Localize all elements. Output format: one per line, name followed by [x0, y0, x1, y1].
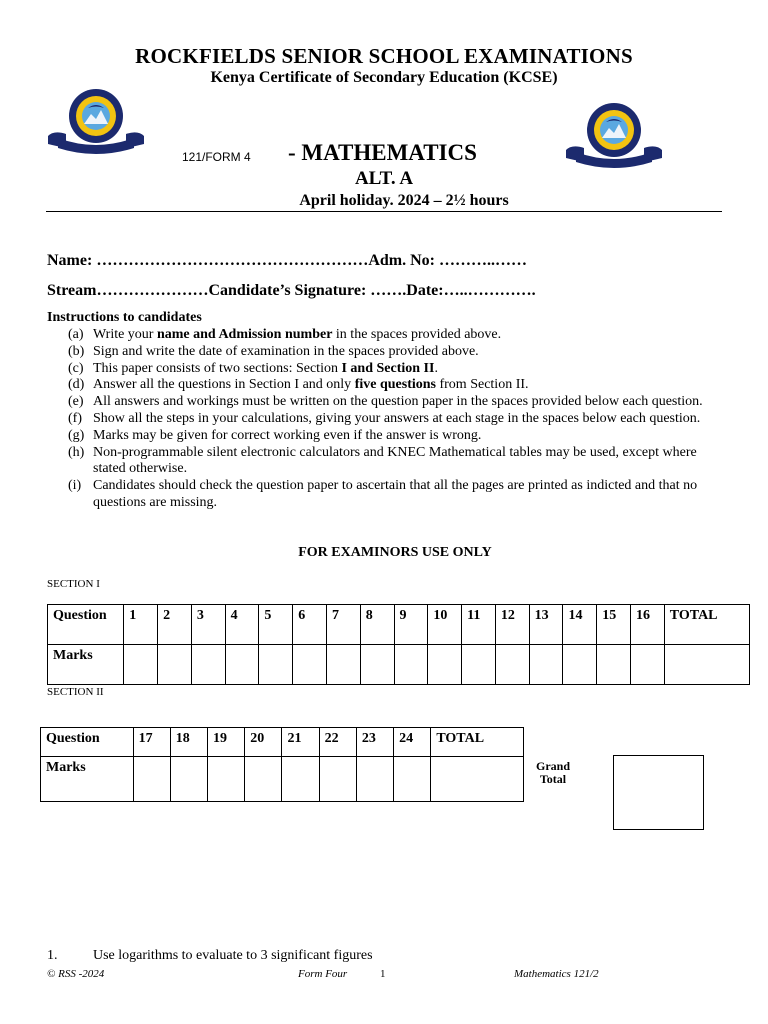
instruction-label: (c): [68, 360, 84, 376]
marks-cell[interactable]: [259, 645, 293, 685]
marks-cell[interactable]: [191, 645, 225, 685]
candidate-stream-line: Stream…………………Candidate’s Signature: …….Date:…..………….: [47, 282, 536, 299]
marks-cell[interactable]: [394, 757, 431, 802]
marks-cell[interactable]: [170, 757, 207, 802]
question-header: Question: [48, 605, 124, 645]
question-1-text: Use logarithms to evaluate to 3 significant figures: [93, 948, 373, 963]
marks-cell[interactable]: [356, 757, 393, 802]
marks-header: Marks: [41, 757, 134, 802]
question-number-cell: 5: [259, 605, 293, 645]
marks-cell[interactable]: [124, 645, 158, 685]
instruction-text: Marks may be given for correct working even if the answer is wrong.: [93, 427, 482, 443]
instruction-label: (f): [68, 410, 82, 426]
marks-cell[interactable]: [529, 645, 563, 685]
grand-total-label: [536, 760, 570, 786]
marks-cell[interactable]: [245, 757, 282, 802]
question-number-cell: 18: [170, 728, 207, 757]
marks-cell[interactable]: [428, 645, 462, 685]
instruction-label: (a): [68, 327, 84, 342]
instruction-item: [68, 394, 728, 411]
instruction-item: [68, 428, 728, 445]
instruction-item: [68, 327, 728, 344]
instruction-label: (g): [68, 427, 85, 443]
instructions-list: [68, 327, 728, 512]
marks-cell[interactable]: [293, 645, 327, 685]
total-marks-cell[interactable]: [431, 757, 524, 802]
section-1-label: SECTION I: [47, 578, 100, 590]
question-number-cell: 9: [394, 605, 428, 645]
examiners-heading: FOR EXAMINORS USE ONLY: [298, 545, 492, 560]
instruction-label: (e): [68, 394, 84, 410]
question-number-cell: 6: [293, 605, 327, 645]
question-number-cell: 4: [225, 605, 259, 645]
total-marks-cell[interactable]: [664, 645, 749, 685]
marks-cell[interactable]: [563, 645, 597, 685]
header-divider: [46, 211, 722, 212]
marks-cell[interactable]: [631, 645, 665, 685]
footer-copyright: © RSS -2024: [47, 968, 105, 980]
instruction-label: (b): [68, 343, 85, 359]
footer-page-number: 1: [380, 968, 386, 980]
marks-cell[interactable]: [394, 645, 428, 685]
grand-total-label-line1: Grand: [536, 759, 571, 773]
instruction-label: (i): [68, 478, 82, 494]
instruction-text: Non-programmable silent electronic calculators and KNEC Mathematical tables may be used, except where stated otherwise.: [93, 444, 697, 477]
instructions-heading: Instructions to candidates: [47, 310, 202, 325]
question-number-cell: 20: [245, 728, 282, 757]
instruction-item: [68, 411, 728, 428]
question-number-cell: 24: [394, 728, 431, 757]
question-number-cell: 19: [208, 728, 245, 757]
marks-cell[interactable]: [462, 645, 496, 685]
total-header: TOTAL: [664, 605, 749, 645]
question-number-cell: 17: [133, 728, 170, 757]
candidate-name-line: Name: ……………………………………………Adm. No: ………..……: [47, 252, 527, 269]
instruction-text: Answer all the questions in Section I and only five questions from Section II.: [93, 377, 529, 393]
question-number-cell: 14: [563, 605, 597, 645]
footer-paper: Mathematics 121/2: [514, 968, 599, 980]
question-number-cell: 2: [158, 605, 192, 645]
instruction-item: [68, 478, 728, 512]
school-logo-right: [562, 100, 666, 172]
instruction-text: Sign and write the date of examination in the spaces provided above.: [93, 343, 479, 359]
exam-duration: April holiday. 2024 – 2½ hours: [299, 192, 509, 209]
marks-cell[interactable]: [360, 645, 394, 685]
marks-header: Marks: [48, 645, 124, 685]
instruction-text: This paper consists of two sections: Section I and Section II.: [93, 360, 438, 376]
question-1-number: 1.: [47, 948, 58, 963]
question-number-cell: 23: [356, 728, 393, 757]
question-number-cell: 21: [282, 728, 319, 757]
instruction-item: [68, 361, 728, 378]
marks-cell[interactable]: [326, 645, 360, 685]
question-number-cell: 13: [529, 605, 563, 645]
marks-cell[interactable]: [208, 757, 245, 802]
section-2-marks-table: [40, 727, 524, 802]
paper-code: 121/FORM 4: [182, 150, 251, 164]
instruction-text: All answers and workings must be written on the question paper in the spaces provided below each question.: [93, 394, 703, 410]
marks-cell[interactable]: [133, 757, 170, 802]
instruction-item: [68, 344, 728, 361]
marks-cell[interactable]: [225, 645, 259, 685]
question-number-cell: 8: [360, 605, 394, 645]
subject-title: - MATHEMATICS: [288, 140, 477, 165]
question-number-cell: 22: [319, 728, 356, 757]
question-number-cell: 11: [462, 605, 496, 645]
question-row: [48, 605, 750, 645]
question-number-cell: 16: [631, 605, 665, 645]
question-number-cell: 3: [191, 605, 225, 645]
section-1-marks-table: [47, 604, 750, 685]
school-logo-left: [44, 86, 148, 158]
exam-body-title: Kenya Certificate of Secondary Education (KCSE): [210, 69, 558, 86]
question-number-cell: 7: [326, 605, 360, 645]
instruction-label: (d): [68, 377, 85, 393]
question-number-cell: 10: [428, 605, 462, 645]
question-row: [41, 728, 524, 757]
school-title: ROCKFIELDS SENIOR SCHOOL EXAMINATIONS: [135, 44, 633, 68]
marks-row: [48, 645, 750, 685]
marks-cell[interactable]: [158, 645, 192, 685]
instruction-item: [68, 377, 728, 394]
footer-form: Form Four: [298, 968, 348, 980]
marks-cell[interactable]: [319, 757, 356, 802]
marks-cell[interactable]: [597, 645, 631, 685]
section-2-label: SECTION II: [47, 686, 104, 698]
instruction-label: (h): [68, 444, 85, 460]
question-header: Question: [41, 728, 134, 757]
marks-cell[interactable]: [495, 645, 529, 685]
question-number-cell: 12: [495, 605, 529, 645]
alt-label: ALT. A: [354, 168, 414, 189]
question-number-cell: 1: [124, 605, 158, 645]
total-header: TOTAL: [431, 728, 524, 757]
marks-row: [41, 757, 524, 802]
instruction-text: Show all the steps in your calculations, giving your answers at each stage in the spaces below each question.: [93, 410, 701, 426]
instruction-item: [68, 445, 728, 479]
grand-total-label-line2: Total: [539, 772, 567, 786]
marks-cell[interactable]: [282, 757, 319, 802]
question-number-cell: 15: [597, 605, 631, 645]
instruction-text: Candidates should check the question paper to ascertain that all the pages are printed as indicted and that no questions are missing.: [93, 478, 698, 510]
instruction-text: Write your name and Admission number in the spaces provided above.: [93, 327, 502, 342]
grand-total-box[interactable]: [613, 755, 704, 830]
